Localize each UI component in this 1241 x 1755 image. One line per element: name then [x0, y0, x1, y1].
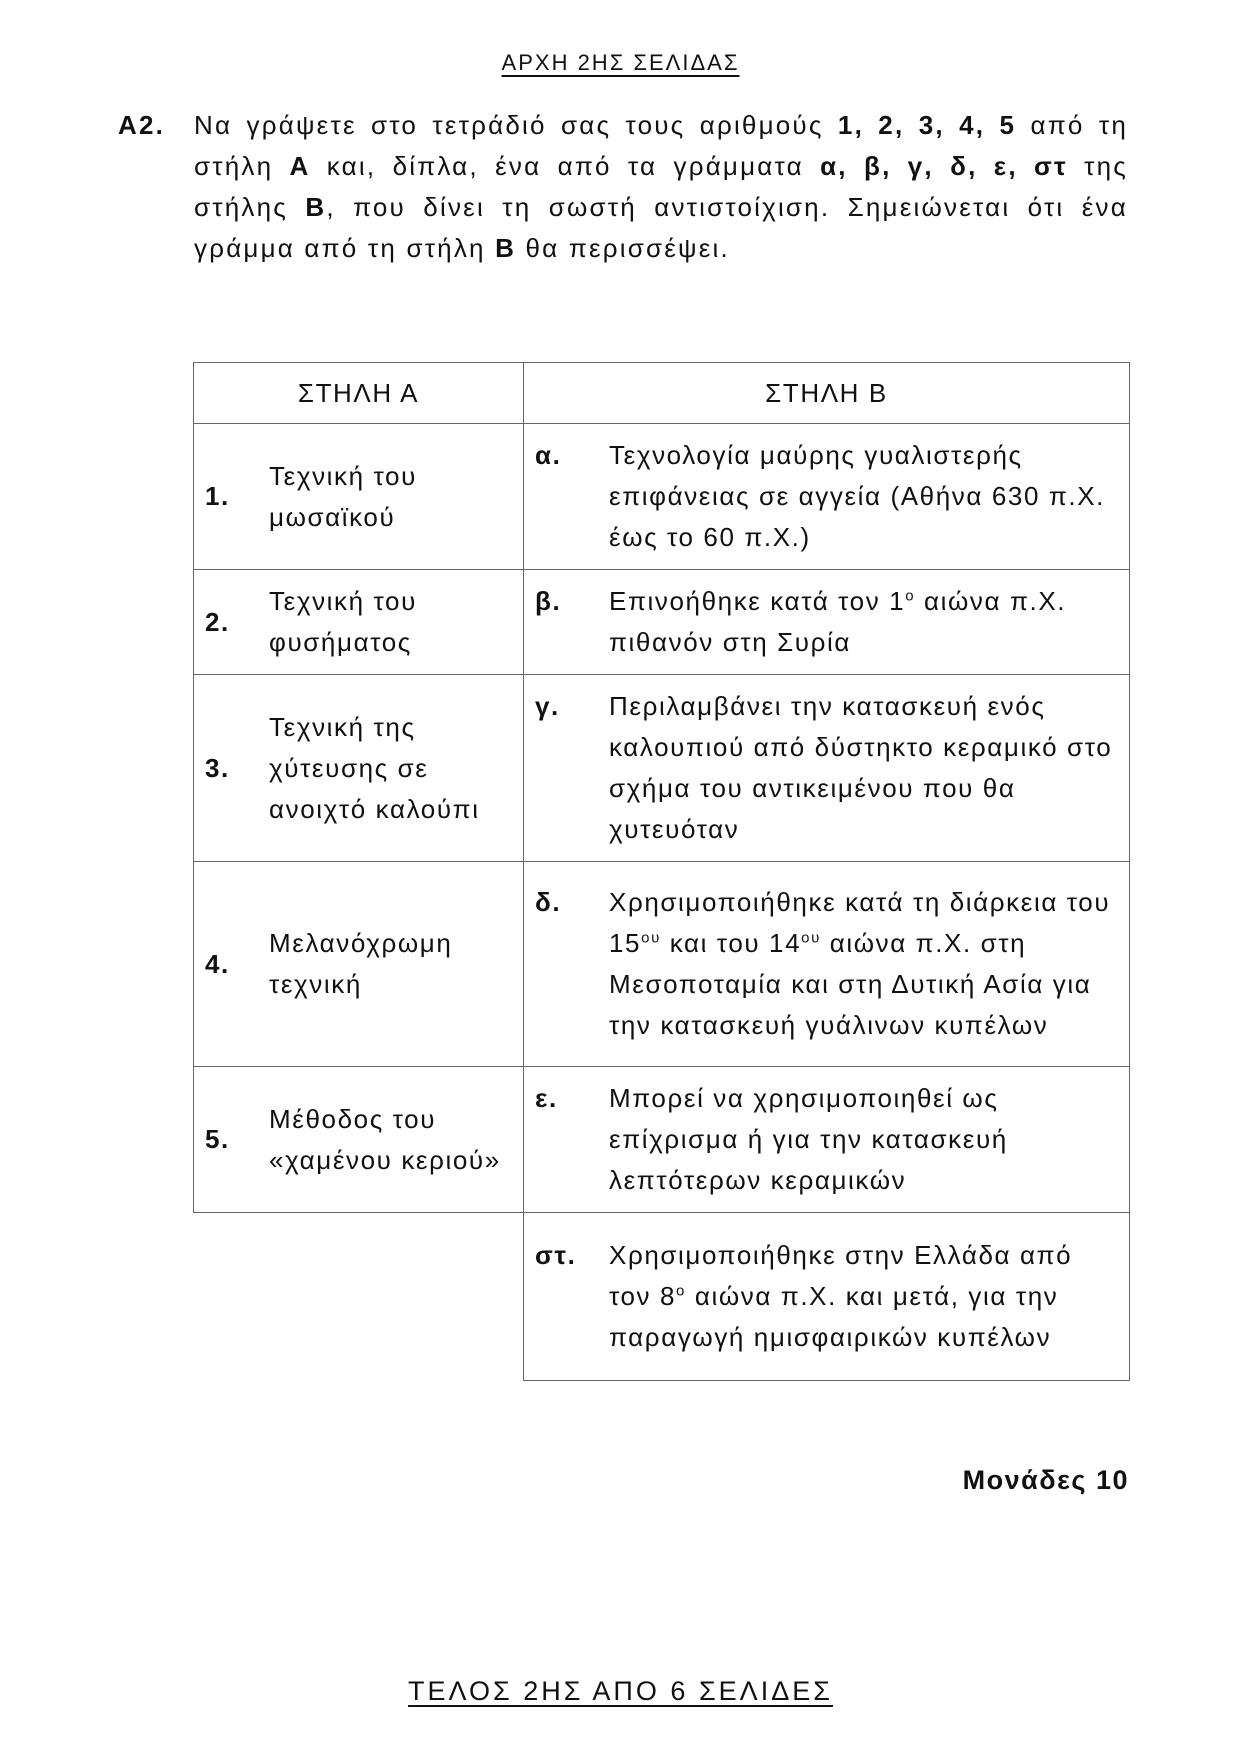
q-part: της στήλης — [194, 151, 1128, 222]
table-row — [194, 1067, 1130, 1213]
table-header-row — [194, 363, 1130, 424]
column-a-text: Μελανόχρωμη τεχνική — [269, 928, 453, 999]
q-part-bold: Β — [305, 192, 327, 222]
table-row — [194, 862, 1130, 1067]
q-part-bold: Β — [495, 233, 517, 263]
row-number: 5. — [205, 1124, 230, 1154]
row-letter: β. — [535, 586, 562, 616]
q-part-bold: α, β, γ, δ, ε, στ — [820, 151, 1068, 181]
column-b-text: Χρησιμοποιήθηκε στην Ελλάδα από τον $8^o$ αιώνα π.Χ. και μετά, για την παραγωγή ημισφαιρικών κυπέλων — [609, 1240, 1073, 1352]
page-footer-text: ΤΕΛΟΣ 2ΗΣ ΑΠΟ 6 ΣΕΛΙΔΕΣ — [408, 1676, 833, 1706]
row-letter: γ. — [535, 691, 560, 721]
row-letter: στ. — [535, 1240, 577, 1270]
column-a-header: ΣΤΗΛΗ Α — [194, 363, 524, 424]
column-a-text: Τεχνική του φυσήματος — [269, 586, 417, 657]
column-a-text: Τεχνική της χύτευσης σε ανοιχτό καλούπι — [269, 711, 480, 824]
row-letter: α. — [535, 440, 562, 470]
column-b-text: Χρησιμοποιήθηκε κατά τη διάρκεια του $15^{o\upsilon}$ και του $14^{o\upsilon}$ αιώνα π.Χ. στη Μεσοποταμία και στη Δυτική Ασία για την κατασκευή γυάλινων κυπέλων — [609, 887, 1111, 1040]
row-number: 2. — [205, 606, 230, 637]
question-a2 — [118, 105, 1128, 269]
matching-table — [193, 362, 1130, 1381]
page-header — [0, 50, 1241, 76]
table-row — [194, 424, 1130, 570]
table-row — [194, 570, 1130, 675]
points-label: Μονάδες 10 — [962, 1465, 1129, 1495]
question-text — [194, 105, 1128, 269]
column-b-text: Επινοήθηκε κατά τον $1^o$ αιώνα π.Χ. πιθανόν στη Συρία — [609, 586, 1067, 657]
page-header-text: ΑΡΧΗ 2ΗΣ ΣΕΛΙΔΑΣ — [501, 50, 740, 75]
column-a-text: Μέθοδος του «χαμένου κεριού» — [269, 1103, 501, 1175]
q-part-bold: 1, 2, 3, 4, 5 — [837, 110, 1017, 140]
column-b-text: Τεχνολογία μαύρης γυαλιστερής επιφάνειας σε αγγεία (Αθήνα 630 π.Χ. έως το 60 π.Χ.) — [609, 440, 1105, 552]
row-letter: δ. — [535, 887, 562, 917]
table-row — [194, 1213, 1130, 1381]
row-number: 1. — [205, 481, 230, 511]
row-number: 4. — [205, 948, 230, 979]
q-part-bold: Α — [289, 151, 311, 181]
column-b-text: Περιλαμβάνει την κατασκευή ενός καλουπιού από δύστηκτο κεραμικό στο σχήμα του αντικειμένου που θα χυτευόταν — [609, 691, 1113, 844]
empty-cell — [194, 1213, 524, 1381]
page-footer — [0, 1676, 1241, 1707]
column-a-text: Τεχνική του μωσαϊκού — [269, 460, 417, 532]
q-part: Να γράψετε στο τετράδιό σας τους αριθμούς — [194, 110, 838, 140]
row-letter: ε. — [535, 1083, 558, 1113]
column-b-text: Μπορεί να χρησιμοποιηθεί ως επίχρισμα ή για την κατασκευή λεπτότερων κεραμικών — [609, 1083, 1008, 1195]
q-part: θα περισσέψει. — [516, 233, 730, 263]
row-number: 3. — [205, 752, 230, 783]
column-b-header: ΣΤΗΛΗ Β — [524, 363, 1130, 424]
q-part: από τη στήλη — [194, 110, 1128, 181]
q-part: και, δίπλα, ένα από τα γράμματα — [310, 151, 821, 181]
table-row — [194, 675, 1130, 862]
question-number: Α2. — [118, 110, 166, 140]
q-part: , που δίνει τη σωστή αντιστοίχιση. Σημειώνεται ότι ένα γράμμα από τη στήλη — [194, 192, 1128, 263]
